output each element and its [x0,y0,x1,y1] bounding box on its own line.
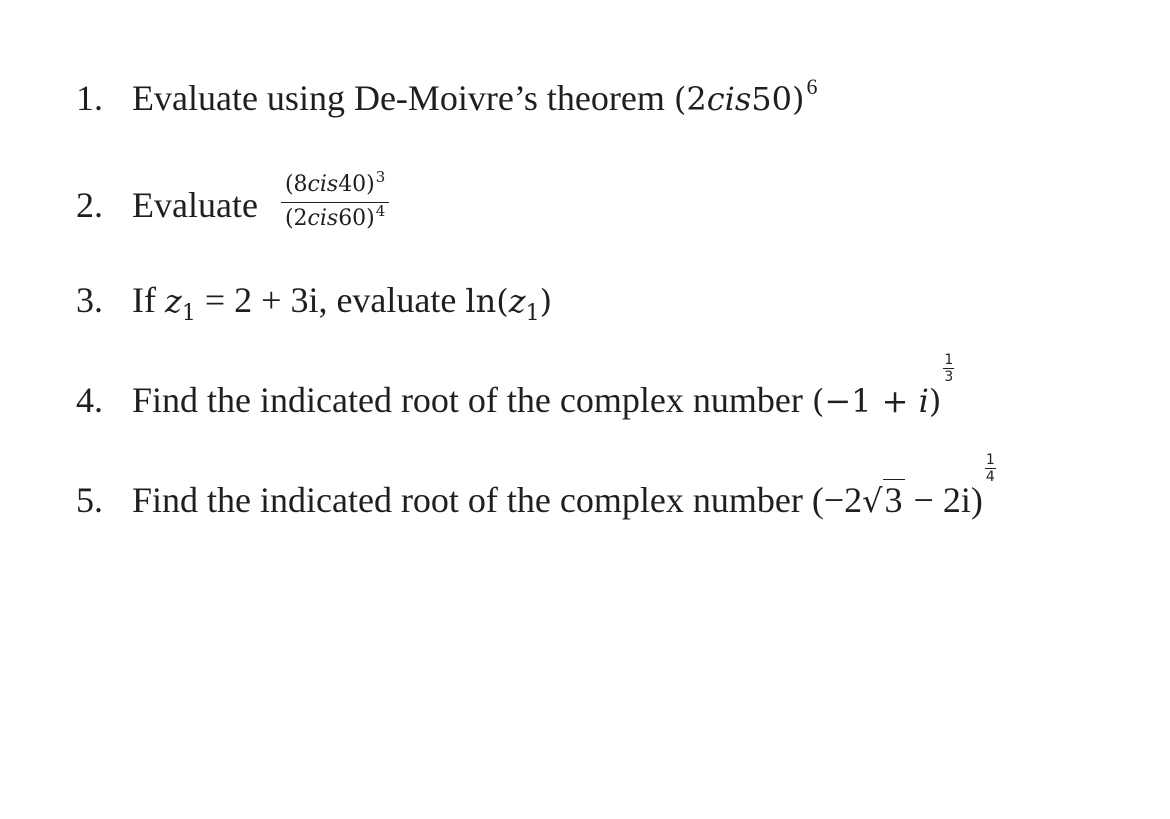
variable-z: z [164,282,182,320]
question-text: If [132,280,156,320]
square-root [862,480,904,521]
question-number: 1. [76,78,103,118]
denominator-open: (2 [284,206,308,231]
expr-open: (2 [673,80,707,118]
function-close: ) [539,282,553,320]
question-4 [76,352,954,421]
denominator-close: 60) [338,206,375,231]
question-text: Evaluate using De-Moivre’s theorem [132,78,665,118]
expr-close: 50) [751,80,805,118]
fractional-exponent [985,452,996,485]
radical-sign: √ [862,482,883,520]
exponent: 6 [806,74,818,99]
expr-open: (−1 + [811,382,919,420]
equation-text: = 2 + 3i, evaluate [195,280,466,320]
exponent-denominator: 4 [985,469,995,485]
numerator-cis: cis [307,172,339,197]
expr-rest: − 2i) [904,480,983,520]
expr-close: ) [928,382,942,420]
question-number: 3. [76,280,103,320]
question-3 [76,280,552,326]
fraction-numerator [281,168,389,203]
numerator-exponent: 3 [375,168,386,186]
exponent-numerator: 1 [985,452,995,468]
math-expression [673,74,818,118]
denominator-exponent: 4 [375,202,386,220]
exponent-denominator: 3 [944,369,954,385]
argument-subscript: 1 [525,301,540,326]
question-text: Find the indicated root of the complex number [132,380,803,420]
numerator-open: (8 [284,172,308,197]
function-argument: z [508,282,526,320]
numerator-close: 40) [338,172,375,197]
question-text: Find the indicated root of the complex number [132,480,803,520]
question-number: 5. [76,480,103,520]
variable-subscript: 1 [181,301,196,326]
question-1 [76,74,818,123]
exponent-numerator: 1 [944,352,954,368]
expr-open: (−2 [811,480,863,520]
denominator-cis: cis [307,206,339,231]
radicand: 3 [884,480,903,520]
function-ln: ln( [465,282,509,320]
fraction [281,168,389,233]
expr-imaginary: i [918,382,929,420]
question-2 [76,168,389,239]
question-5 [76,452,996,521]
question-text: Evaluate [132,184,258,225]
expr-cis: cis [706,80,752,118]
question-number: 4. [76,380,103,420]
fractional-exponent [943,352,954,385]
question-number: 2. [76,184,103,225]
fraction-denominator [281,203,389,233]
